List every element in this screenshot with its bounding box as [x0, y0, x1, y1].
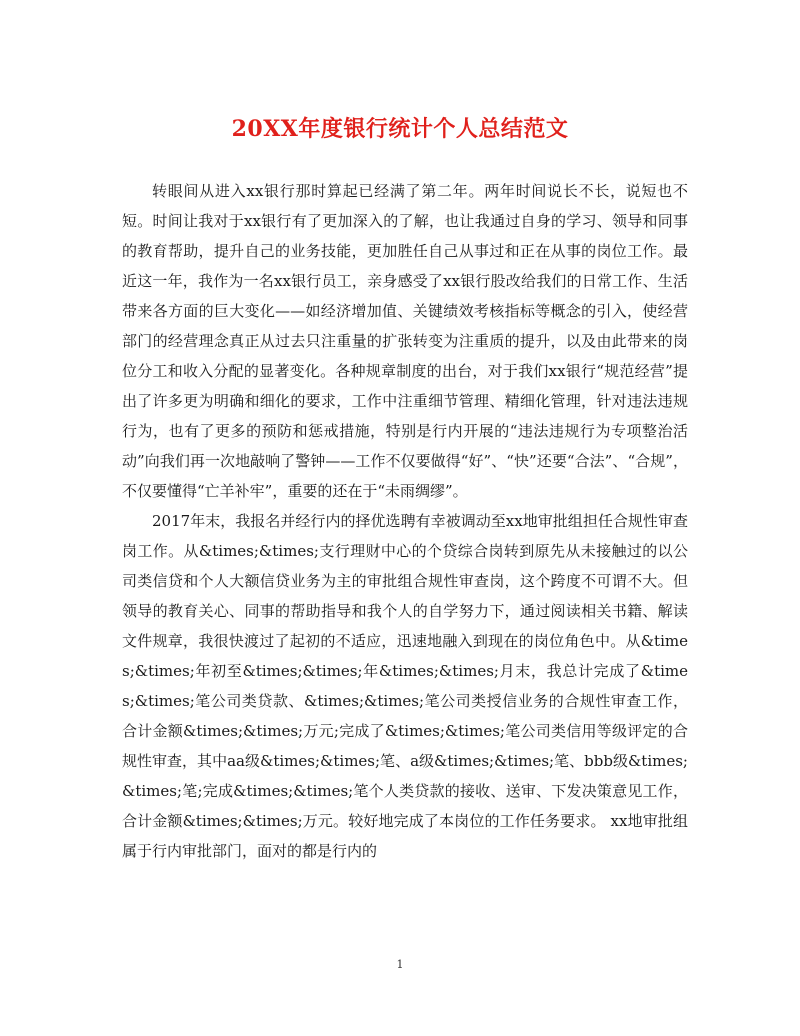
paragraph-2: 2017年末，我报名并经行内的择优选聘有幸被调动至xx地审批组担任合规性审查岗工作。从&times;&times;支行理财中心的个贷综合岗转到原先从未接触过的以公司类信贷和个人大额信贷业务为主的审批组合规性审查岗，这个跨度不可谓不大。但领导的教育关心、同事的帮助指导和我个人的自学努力下，通过阅读相关书籍、解读文件规章，我很快渡过了起初的不适应，迅速地融入到现在的岗位角色中。从&times;&times;年初至&times;&times;年&times;&times;月末，我总计完成了&times;&times;笔公司类贷款、&times;&times;笔公司类授信业务的合规性审查工作，合计金额&times;&times;万元;完成了&times;&times;笔公司类信用等级评定的合规性审查，其中aa级&times;&times;笔、a级&times;&times;笔、bbb级&times;&times;笔;完成&times;&times;笔个人类贷款的接收、送审、下发决策意见工作，合计金额&times;&times;万元。较好地完成了本岗位的工作任务要求。 xx地审批组属于行内审批部门，面对的都是行内的: [122, 512, 688, 860]
paragraph-1: 转眼间从进入xx银行那时算起已经满了第二年。两年时间说长不长，说短也不短。时间让我对于xx银行有了更加深入的了解，也让我通过自身的学习、领导和同事的教育帮助，提升自己的业务技能，更加胜任自己从事过和正在从事的岗位工作。最近这一年，我作为一名xx银行员工，亲身感受了xx银行股改给我们的日常工作、生活带来各方面的巨大变化——如经济增加值、关键绩效考核指标等概念的引入，使经营部门的经营理念真正从过去只注重量的扩张转变为注重质的提升，以及由此带来的岗位分工和收入分配的显著变化。各种规章制度的出台，对于我们xx银行“规范经营”提出了许多更为明确和细化的要求，工作中注重细节管理、精细化管理，针对违法违规行为，也有了更多的预防和惩戒措施，特别是行内开展的“违法违规行为专项整治活动”向我们再一次地敲响了警钟——工作不仅要做得“好”、“快”还要“合法”、“合规”，不仅要懂得“亡羊补牢”，重要的还在于“未雨绸缪”。: [122, 182, 688, 500]
page-number: 1: [396, 958, 404, 971]
document-body: [122, 176, 688, 866]
document-title: 20XX年度银行统计个人总结范文: [231, 116, 569, 142]
